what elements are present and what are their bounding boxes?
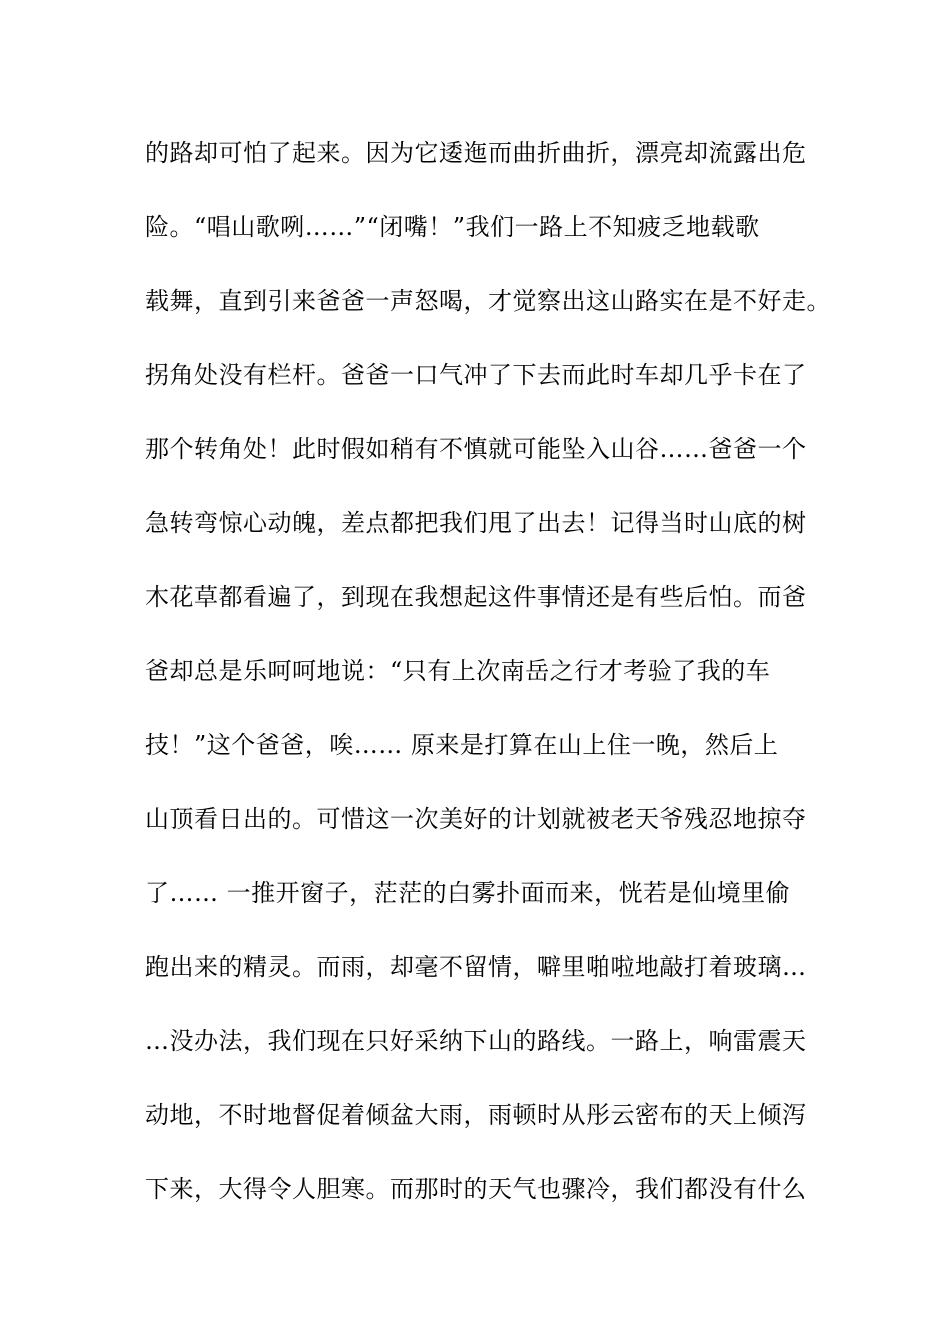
text-line-11: 了…… 一推开窗子，茫茫的白雾扑面而来，恍若是仙境里偷 [145,879,791,907]
text-line-1: 的路却可怕了起来。因为它逶迤而曲折曲折，漂亮却流露出危 [145,139,807,167]
text-line-13: …没办法，我们现在只好采纳下山的路线。一路上，响雷震天 [145,1027,807,1055]
text-line-7: 木花草都看遍了，到现在我想起这件事情还是有些后怕。而爸 [145,583,807,611]
body-text [145,128,831,1238]
text-line-10: 山顶看日出的。可惜这一次美好的计划就被老天爷残忍地掠夺 [145,805,807,833]
text-line-9: 技！”这个爸爸，唉…… 原来是打算在山上住一晚，然后上 [145,731,779,759]
text-line-15: 下来，大得令人胆寒。而那时的天气也骤冷，我们都没有什么 [145,1175,807,1203]
text-line-3: 载舞，直到引来爸爸一声怒喝，才觉察出这山路实在是不好走。 [145,287,831,315]
text-line-12: 跑出来的精灵。而雨，却毫不留情，噼里啪啦地敲打着玻璃… [145,953,807,981]
text-line-6: 急转弯惊心动魄，差点都把我们甩了出去！记得当时山底的树 [145,509,807,537]
text-line-14: 动地，不时地督促着倾盆大雨，雨顿时从彤云密布的天上倾泻 [145,1101,807,1129]
text-line-8: 爸却总是乐呵呵地说：“只有上次南岳之行才考验了我的车 [145,657,771,685]
text-line-5: 那个转角处！此时假如稍有不慎就可能坠入山谷……爸爸一个 [145,435,807,463]
text-line-2: 险。“唱山歌咧……”“闭嘴！”我们一路上不知疲乏地载歌 [145,213,760,241]
text-line-4: 拐角处没有栏杆。爸爸一口气冲了下去而此时车却几乎卡在了 [145,361,807,389]
